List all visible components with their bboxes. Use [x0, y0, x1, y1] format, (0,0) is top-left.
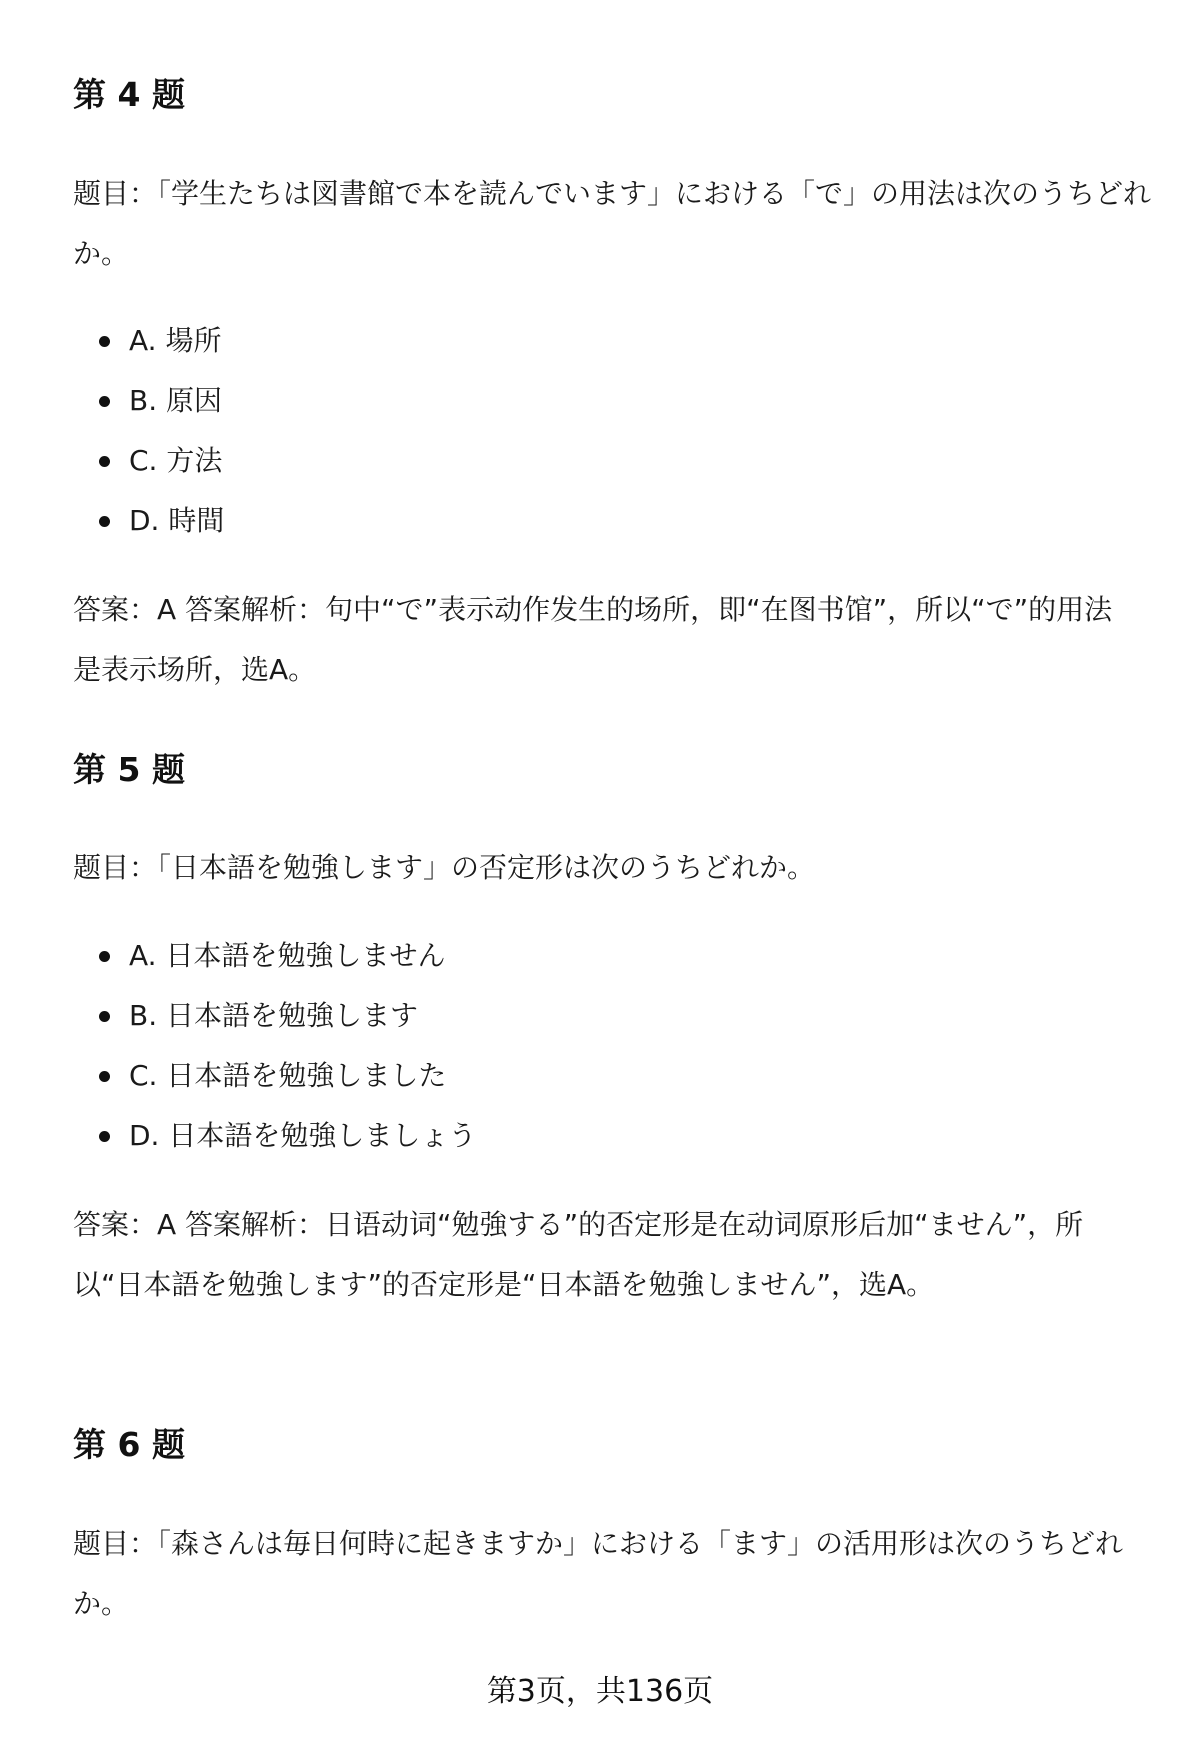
- option-item: [73, 1106, 476, 1166]
- option-label: A. 日本語を勉強しません: [129, 939, 446, 972]
- option-item: [73, 311, 224, 371]
- option-label: D. 日本語を勉強しましょう: [129, 1119, 477, 1152]
- option-item: [73, 1046, 476, 1106]
- bullet-icon: [99, 516, 110, 527]
- option-label: B. 原因: [129, 384, 223, 417]
- page-number: 第3页，共136页: [486, 1674, 714, 1709]
- option-item: [73, 491, 224, 551]
- bullet-icon: [99, 1071, 110, 1082]
- option-item: [73, 986, 476, 1046]
- options-list: [73, 311, 224, 551]
- option-label: B. 日本語を勉強します: [129, 999, 419, 1032]
- bullet-icon: [99, 1131, 110, 1142]
- answer-explanation: 答案：A 答案解析：句中“で”表示动作发生的场所，即“在图书馆”，所以“で”的用法是表示场所，选A。: [73, 593, 1113, 686]
- bullet-icon: [99, 1011, 110, 1022]
- question-text: 题目：「学生たちは図書館で本を読んでいます」における「で」の用法は次のうちどれか。: [73, 177, 1152, 270]
- question-text: 题目：「日本語を勉強します」の否定形は次のうちどれか。: [73, 851, 816, 884]
- option-label: D. 時間: [129, 504, 225, 537]
- option-item: [73, 926, 476, 986]
- question-title: 第 6 题: [73, 1425, 185, 1464]
- question-title: 第 5 题: [73, 750, 185, 789]
- bullet-icon: [99, 456, 110, 467]
- option-label: C. 方法: [129, 444, 223, 477]
- option-label: C. 日本語を勉強しました: [129, 1059, 447, 1092]
- question-text: 题目：「森さんは毎日何時に起きますか」における「ます」の活用形は次のうちどれか。: [73, 1527, 1124, 1620]
- option-item: [73, 431, 224, 491]
- bullet-icon: [99, 951, 110, 962]
- bullet-icon: [99, 396, 110, 407]
- bullet-icon: [99, 336, 110, 347]
- answer-explanation: 答案：A 答案解析：日语动词“勉強する”的否定形是在动词原形后加“ません”，所以“日本語を勉強します”的否定形是“日本語を勉強しません”，选A。: [73, 1208, 1084, 1301]
- option-item: [73, 371, 224, 431]
- options-list: [73, 926, 476, 1166]
- question-title: 第 4 题: [73, 75, 185, 114]
- option-label: A. 場所: [129, 324, 222, 357]
